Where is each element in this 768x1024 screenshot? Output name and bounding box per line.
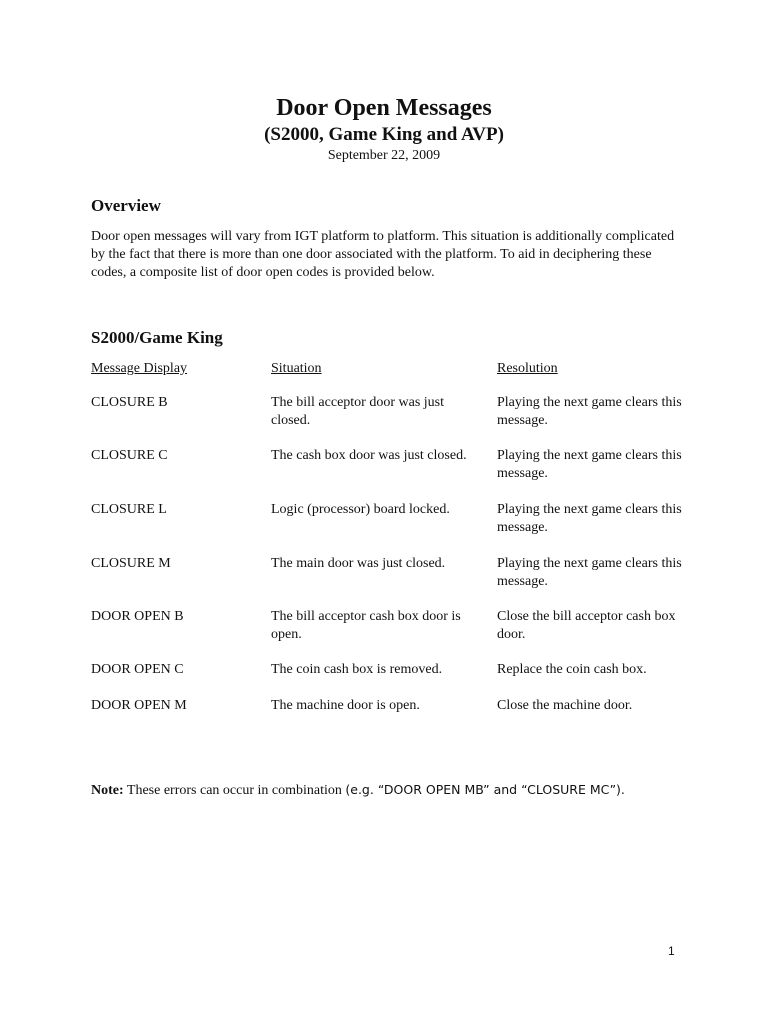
table-row: [0, 697, 768, 737]
note-text: These errors can occur in combination: [126, 783, 342, 798]
situation-cell: Logic (processor) board locked.: [271, 502, 450, 517]
page-number: 1: [668, 944, 675, 958]
message-cell: CLOSURE B: [91, 395, 168, 410]
column-header-message: Message Display: [91, 361, 188, 376]
resolution-cell: Close the machine door.: [497, 698, 633, 713]
document-date: September 22, 2009: [327, 148, 441, 163]
note-example: (e.g. “DOOR OPEN MB” and “CLOSURE MC”).: [345, 782, 625, 797]
table-row: [0, 394, 768, 434]
resolution-cell: Replace the coin cash box.: [497, 662, 647, 677]
overview-paragraph: Door open messages will vary from IGT platform to platform. This situation is additionally complicated by the fact that there is more than one door associated with the platform. To aid in deciphering these codes, a composite list of door open codes is provided below.: [91, 229, 675, 280]
situation-cell: The main door was just closed.: [271, 556, 446, 571]
resolution-cell: Close the bill acceptor cash box door.: [497, 609, 676, 642]
table-row: [0, 608, 768, 648]
message-cell: DOOR OPEN M: [91, 698, 187, 713]
situation-cell: The cash box door was just closed.: [271, 448, 467, 463]
message-cell: DOOR OPEN C: [91, 662, 184, 677]
column-header-situation: Situation: [271, 361, 322, 376]
table-row: [0, 447, 768, 487]
situation-cell: The machine door is open.: [271, 698, 420, 713]
resolution-cell: Playing the next game clears this message.: [497, 556, 682, 589]
situation-cell: The bill acceptor door was just closed.: [271, 395, 445, 428]
document-title: Door Open Messages: [276, 95, 492, 121]
note: [91, 781, 711, 800]
overview-heading: Overview: [91, 196, 161, 215]
resolution-cell: Playing the next game clears this message.: [497, 395, 682, 428]
table-row: [0, 555, 768, 595]
note-label: Note:: [91, 783, 124, 798]
s2000-heading: S2000/Game King: [91, 328, 223, 347]
table-row: [0, 501, 768, 541]
resolution-cell: Playing the next game clears this message.: [497, 502, 682, 535]
message-cell: CLOSURE L: [91, 502, 167, 517]
situation-cell: The bill acceptor cash box door is open.: [271, 609, 461, 642]
message-cell: DOOR OPEN B: [91, 609, 184, 624]
resolution-cell: Playing the next game clears this message.: [497, 448, 682, 481]
situation-cell: The coin cash box is removed.: [271, 662, 443, 677]
table-row: [0, 661, 768, 701]
message-cell: CLOSURE C: [91, 448, 168, 463]
message-cell: CLOSURE M: [91, 556, 171, 571]
document-subtitle: (S2000, Game King and AVP): [264, 124, 504, 145]
column-header-resolution: Resolution: [497, 361, 558, 376]
